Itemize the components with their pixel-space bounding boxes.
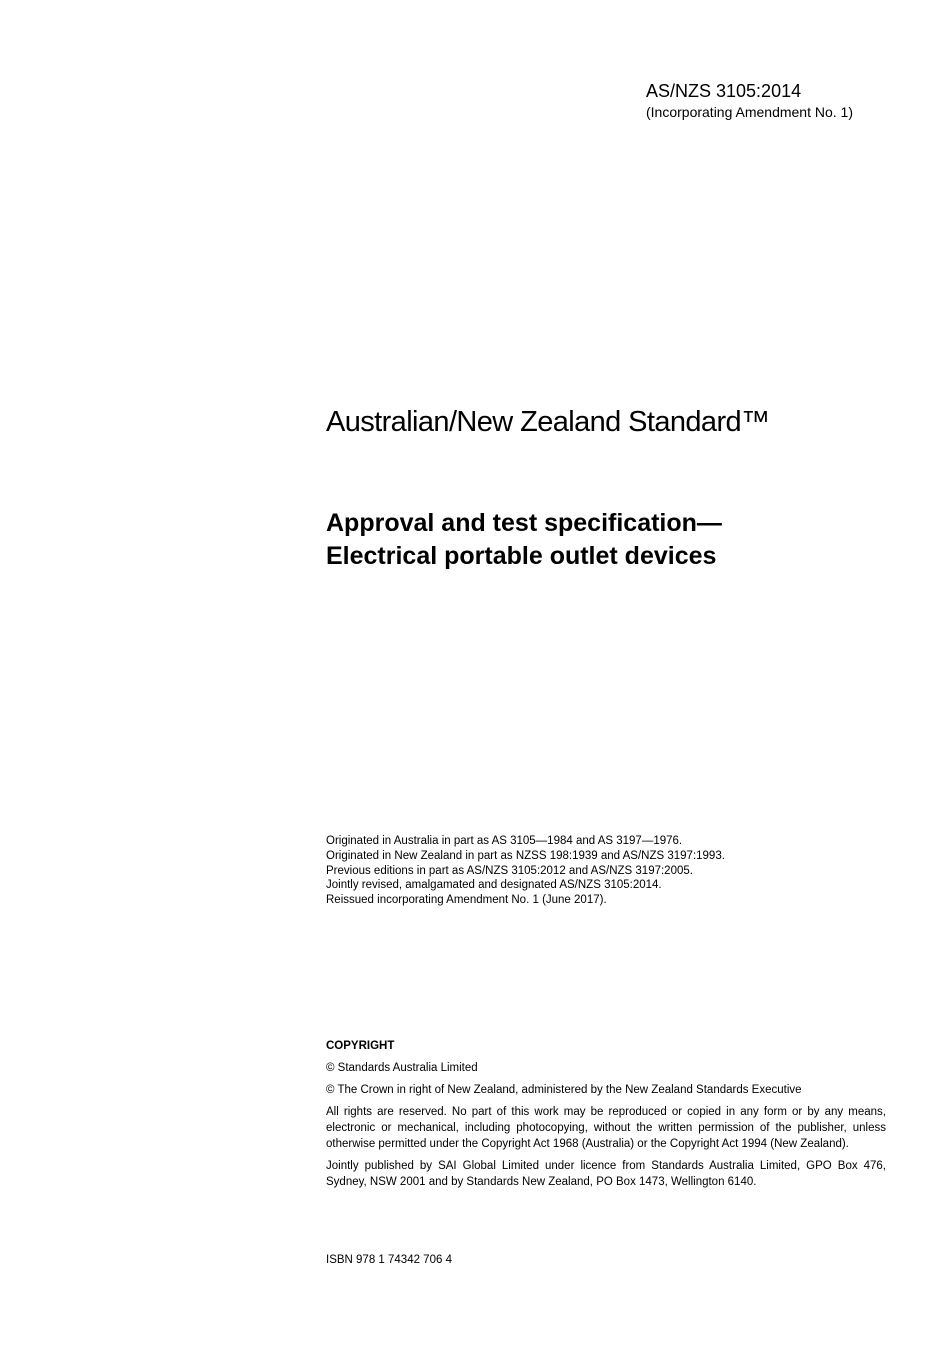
history-line: Originated in Australia in part as AS 3105—1984 and AS 3197—1976. bbox=[326, 835, 683, 847]
document-title bbox=[326, 507, 886, 573]
copyright-owner-australia: © Standards Australia Limited bbox=[326, 1062, 478, 1074]
history-line: Reissued incorporating Amendment No. 1 (June 2017). bbox=[326, 894, 607, 907]
document-title-line-1: Approval and test specification— bbox=[326, 509, 722, 537]
publication-history bbox=[326, 834, 886, 908]
copyright-rights-statement: All rights are reserved. No part of this work may be reproduced or copied in any form or by any means, electronic or mechanical, including photocopying, without the written permission of the publisher, unless otherwise permitted under the Copyright Act 1968 (Australia) or the Copyright Act 1994 (New Zealand). bbox=[326, 1106, 886, 1150]
copyright-block bbox=[326, 1038, 886, 1196]
isbn: ISBN 978 1 74342 706 4 bbox=[326, 1254, 452, 1266]
series-title: Australian/New Zealand Standard™ bbox=[326, 406, 770, 438]
copyright-heading: COPYRIGHT bbox=[326, 1040, 395, 1052]
history-line: Originated in New Zealand in part as NZSS 198:1939 and AS/NZS 3197:1993. bbox=[326, 849, 725, 862]
copyright-owner-new-zealand: © The Crown in right of New Zealand, administered by the New Zealand Standards Executive bbox=[326, 1084, 802, 1096]
standard-number: AS/NZS 3105:2014 bbox=[646, 81, 802, 101]
amendment-note: (Incorporating Amendment No. 1) bbox=[646, 104, 853, 120]
document-title-line-2: Electrical portable outlet devices bbox=[326, 542, 717, 570]
history-line: Jointly revised, amalgamated and designated AS/NZS 3105:2014. bbox=[326, 879, 662, 892]
history-line: Previous editions in part as AS/NZS 3105:2012 and AS/NZS 3197:2005. bbox=[326, 864, 693, 877]
copyright-publisher-statement: Jointly published by SAI Global Limited under licence from Standards Australia Limited, GPO Box 476, Sydney, NSW 2001 and by Standards New Zealand, PO Box 1473, Wellington 6140. bbox=[326, 1160, 886, 1188]
